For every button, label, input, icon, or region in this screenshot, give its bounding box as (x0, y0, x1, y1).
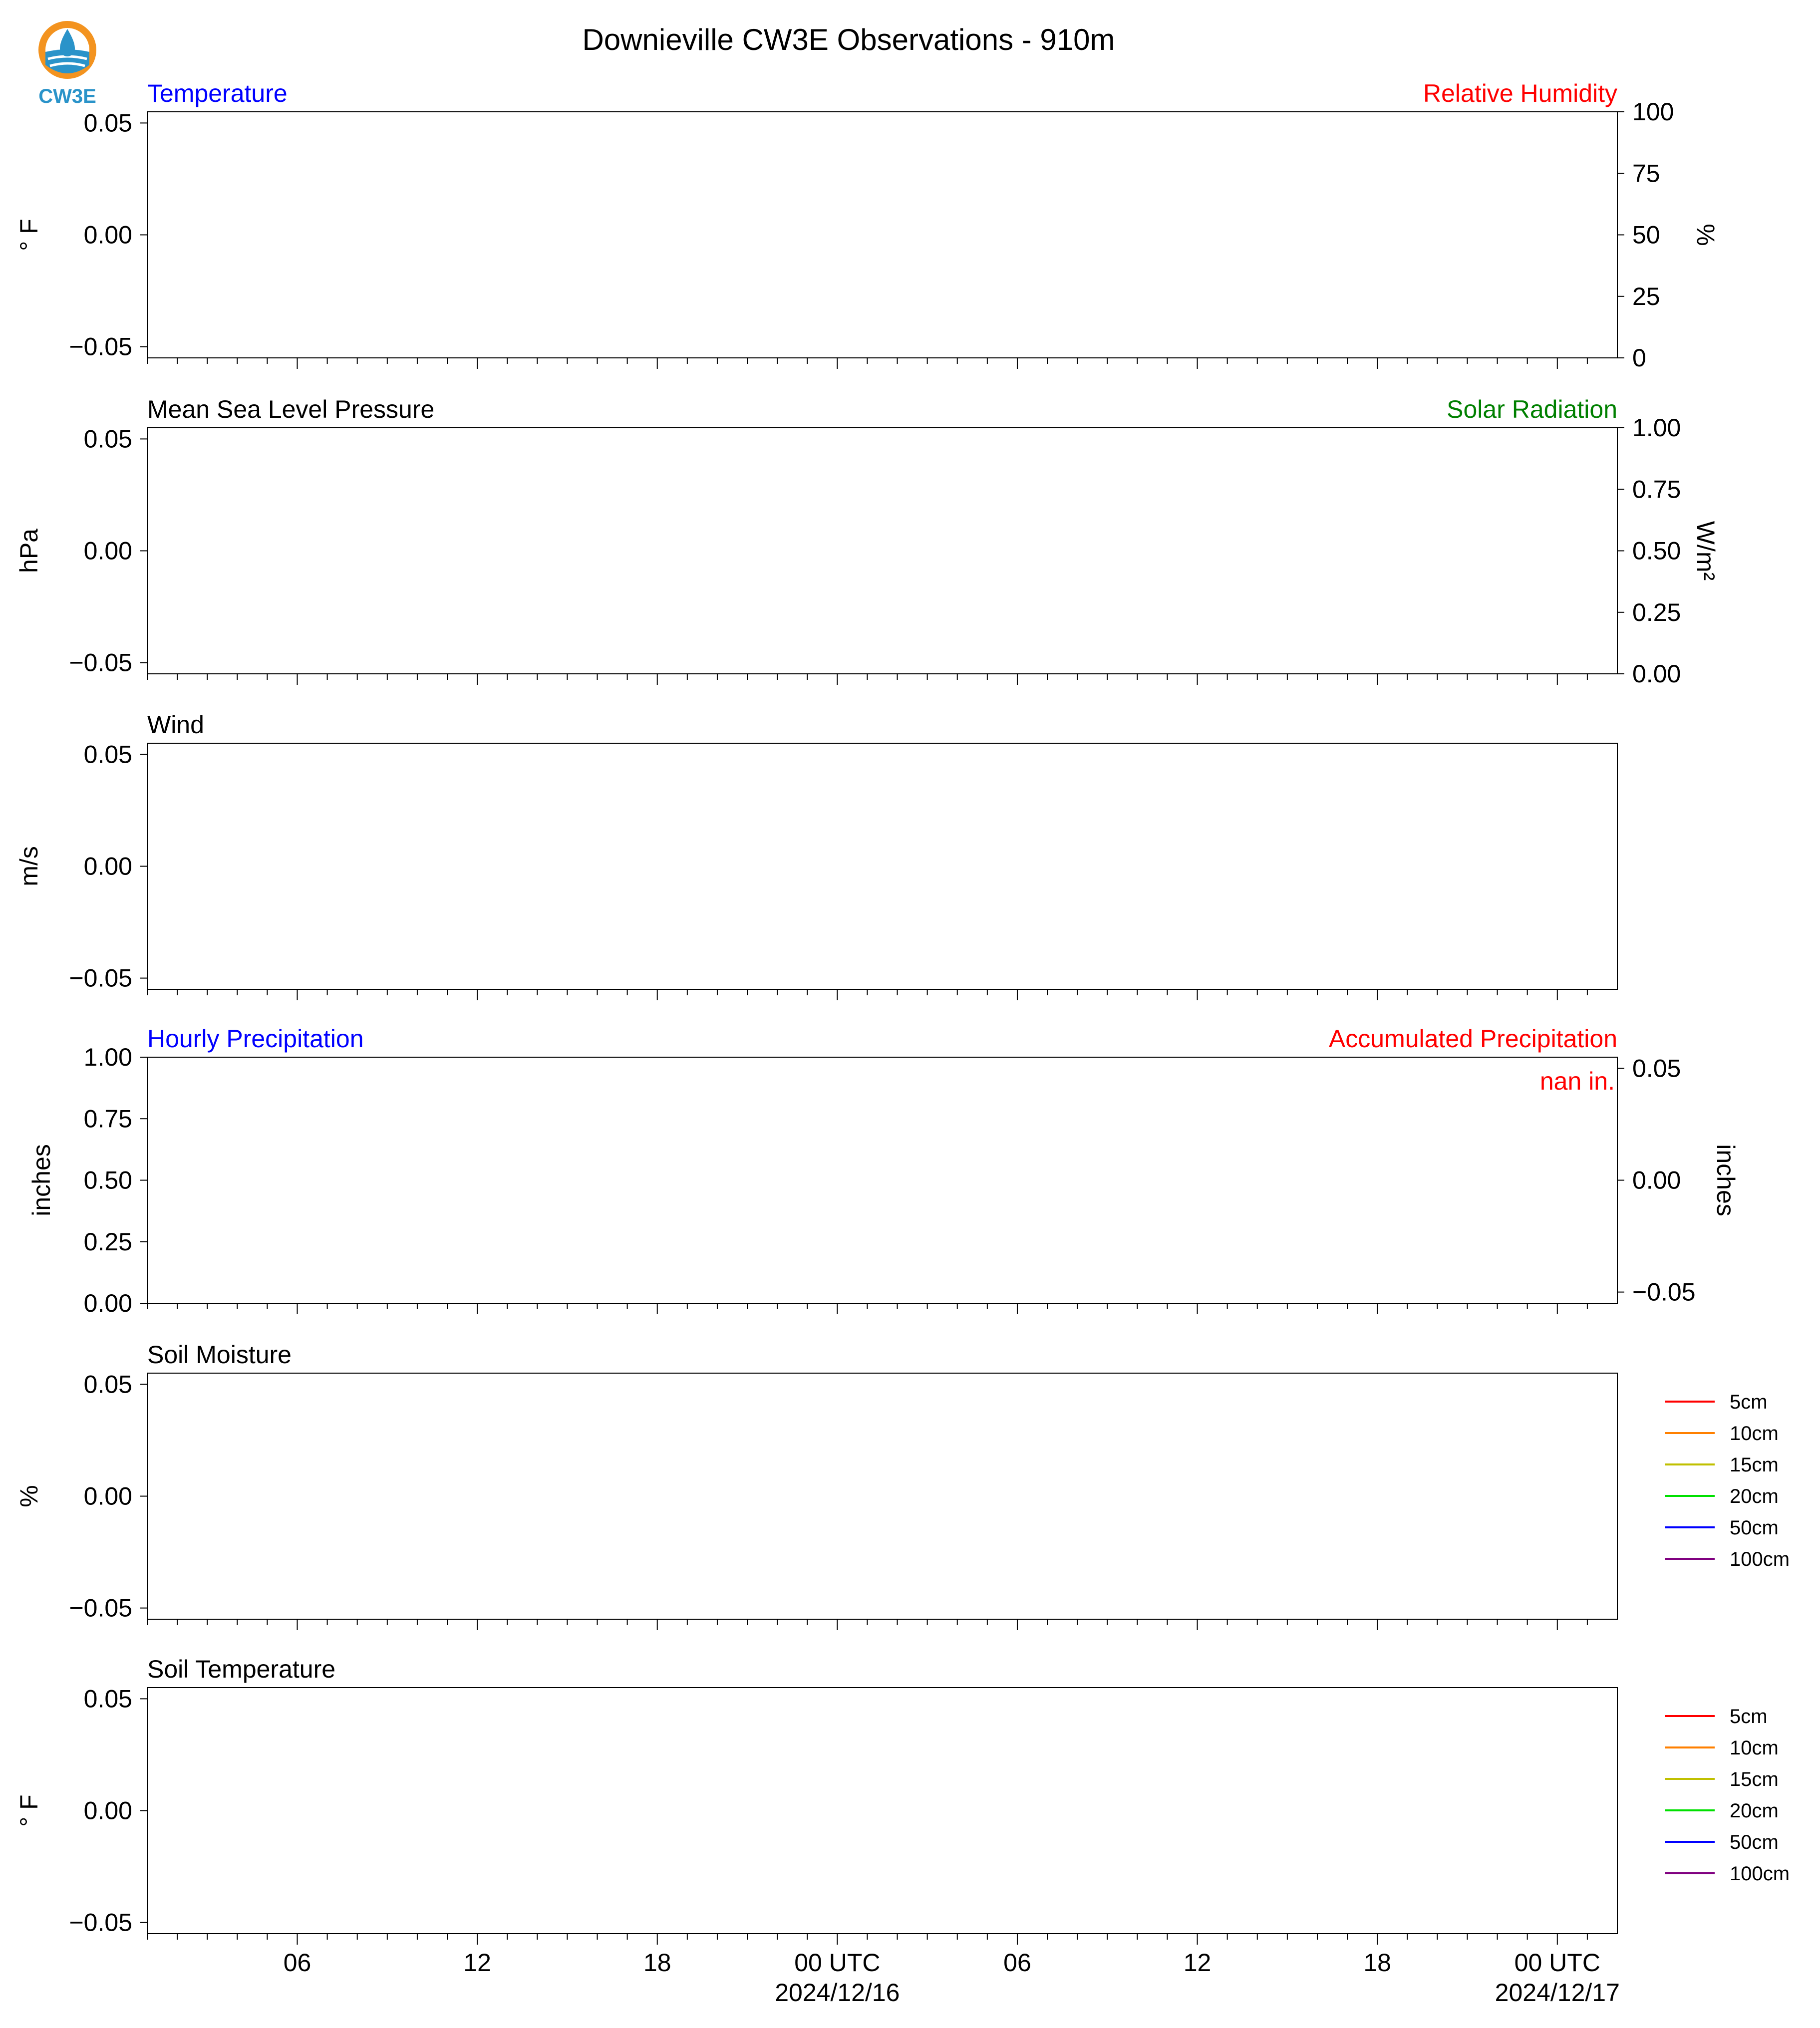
y-tick-label: 0.05 (83, 740, 132, 769)
panel-left-title: Hourly Precipitation (147, 1025, 364, 1053)
y-tick-label: −0.05 (69, 964, 132, 992)
y-tick-label: −0.05 (69, 1594, 132, 1622)
panel-right-title: Relative Humidity (1423, 79, 1617, 107)
panel-left-title: Soil Moisture (147, 1341, 292, 1369)
legend-label: 20cm (1730, 1800, 1779, 1822)
y2-tick-label: 0.25 (1632, 598, 1681, 626)
y2-axis-label: inches (1712, 1144, 1740, 1216)
x-tick-label: 06 (283, 1949, 311, 1977)
y2-tick-label: 0.50 (1632, 537, 1681, 565)
y-tick-label: 0.00 (83, 537, 132, 565)
panel-soil-moisture (15, 1341, 1790, 1630)
y-tick-label: 0.75 (83, 1105, 132, 1133)
panel-mean-sea-level-pressure (15, 395, 1720, 688)
y2-tick-label: 0.00 (1632, 1166, 1681, 1194)
x-tick-date-label: 2024/12/16 (775, 1979, 900, 2007)
y-tick-label: 0.05 (83, 1685, 132, 1713)
y-tick-label: 0.25 (83, 1227, 132, 1256)
x-tick-date-label: 2024/12/17 (1495, 1979, 1620, 2007)
x-tick-label: 12 (1183, 1949, 1212, 1977)
legend-label: 100cm (1730, 1548, 1790, 1570)
y-tick-label: −0.05 (69, 1908, 132, 1937)
legend (1665, 1391, 1790, 1570)
y2-tick-label: 0.05 (1632, 1054, 1681, 1083)
y2-tick-label: 75 (1632, 159, 1660, 188)
legend-label: 5cm (1730, 1391, 1768, 1413)
y2-tick-label: 25 (1632, 282, 1660, 310)
y-axis-label: % (15, 1485, 43, 1507)
panel-soil-temperature (15, 1655, 1790, 2007)
y-tick-label: 0.50 (83, 1166, 132, 1194)
panel-right-title: Solar Radiation (1447, 395, 1617, 423)
plot-frame (147, 1373, 1617, 1619)
y-axis-label: inches (27, 1144, 55, 1216)
y-tick-label: 0.05 (83, 425, 132, 453)
y2-tick-label: 1.00 (1632, 414, 1681, 442)
x-tick-label: 12 (463, 1949, 491, 1977)
plot-frame (147, 1688, 1617, 1934)
panel-left-title: Mean Sea Level Pressure (147, 395, 435, 423)
legend-label: 100cm (1730, 1863, 1790, 1885)
plot-frame (147, 743, 1617, 989)
chart-title: Downieville CW3E Observations - 910m (582, 23, 1115, 56)
legend-label: 15cm (1730, 1768, 1779, 1790)
panel-wind (15, 711, 1617, 1000)
panel-annotation: nan in. (1539, 1067, 1615, 1095)
y-axis-label: m/s (15, 846, 43, 886)
legend-label: 5cm (1730, 1706, 1768, 1728)
y2-axis-label: W/m² (1692, 521, 1720, 581)
x-tick-label: 18 (1363, 1949, 1391, 1977)
y-tick-label: 0.00 (83, 1482, 132, 1510)
y-tick-label: 0.05 (83, 1370, 132, 1399)
y-tick-label: 1.00 (83, 1043, 132, 1071)
panel-left-title: Wind (147, 711, 204, 739)
y-tick-label: −0.05 (69, 648, 132, 677)
legend-label: 10cm (1730, 1737, 1779, 1759)
legend-label: 50cm (1730, 1517, 1779, 1539)
legend-label: 50cm (1730, 1831, 1779, 1853)
y2-tick-label: 100 (1632, 98, 1674, 126)
y-axis-label: hPa (15, 529, 43, 573)
panel-left-title: Soil Temperature (147, 1655, 336, 1683)
legend-label: 10cm (1730, 1423, 1779, 1445)
legend-label: 20cm (1730, 1485, 1779, 1507)
y-axis-label: ° F (15, 219, 43, 251)
legend (1665, 1706, 1790, 1885)
x-tick-label: 00 UTC (794, 1949, 881, 1977)
plot-frame (147, 1057, 1617, 1303)
y2-tick-label: 0.75 (1632, 475, 1681, 504)
y2-tick-label: 0 (1632, 344, 1646, 372)
plot-frame (147, 428, 1617, 674)
legend-label: 15cm (1730, 1454, 1779, 1476)
y-tick-label: 0.00 (83, 1796, 132, 1825)
y2-tick-label: −0.05 (1632, 1278, 1696, 1306)
y2-axis-label: % (1692, 224, 1720, 246)
y-axis-label: ° F (15, 1794, 43, 1827)
y2-tick-label: 50 (1632, 221, 1660, 249)
panel-right-title: Accumulated Precipitation (1328, 1025, 1617, 1053)
y-tick-label: 0.00 (83, 852, 132, 880)
y-tick-label: 0.05 (83, 109, 132, 137)
panel-left-title: Temperature (147, 79, 288, 107)
x-tick-label: 06 (1003, 1949, 1031, 1977)
x-tick-label: 18 (643, 1949, 671, 1977)
x-tick-label: 00 UTC (1514, 1949, 1600, 1977)
panel-hourly-precipitation (27, 1025, 1740, 1317)
y-tick-label: 0.00 (83, 1289, 132, 1317)
logo-text: CW3E (38, 85, 96, 107)
panel-temperature (15, 79, 1720, 372)
y2-tick-label: 0.00 (1632, 660, 1681, 688)
plot-frame (147, 112, 1617, 358)
y-tick-label: 0.00 (83, 221, 132, 249)
y-tick-label: −0.05 (69, 332, 132, 361)
